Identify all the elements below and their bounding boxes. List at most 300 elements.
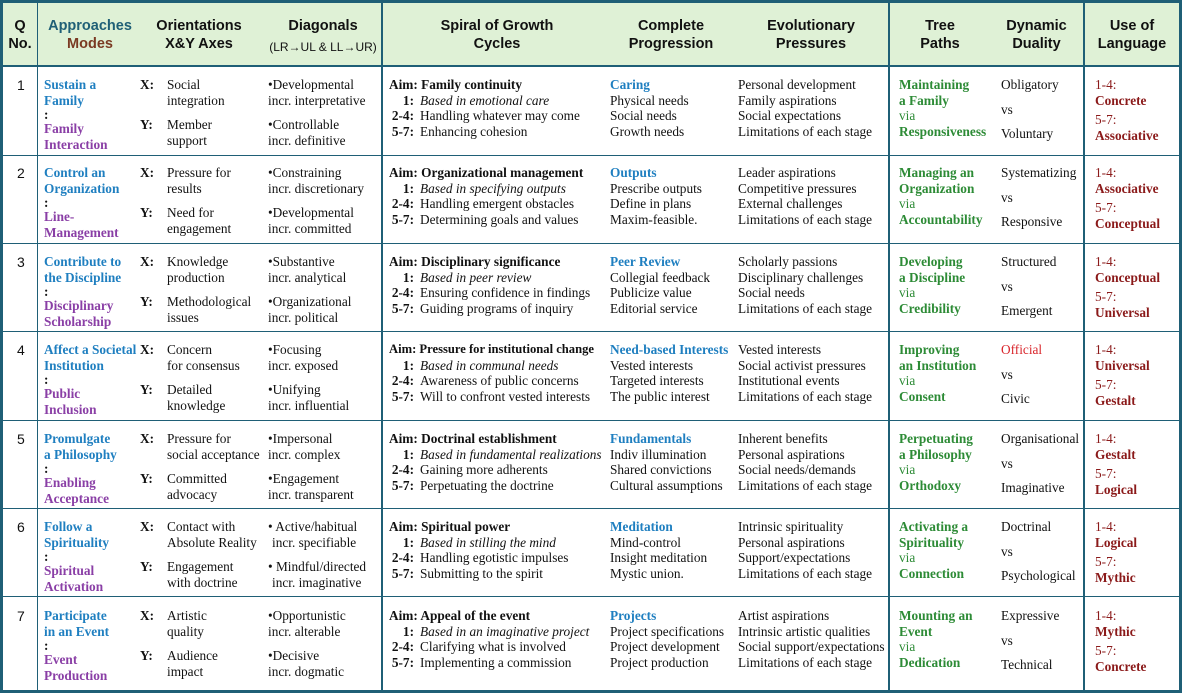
diag1-line1: •Developmental bbox=[268, 77, 354, 92]
header-approaches bbox=[37, 17, 143, 53]
header-spiral-line1: Spiral of Growth bbox=[440, 18, 554, 34]
language-cell bbox=[1095, 608, 1146, 674]
progression-title: Caring bbox=[610, 77, 650, 92]
spiral-cell bbox=[389, 342, 594, 404]
header-language-line2: Language bbox=[1097, 36, 1167, 52]
mode-line2: Management bbox=[44, 224, 119, 240]
y-line2: with doctrine bbox=[167, 574, 238, 590]
language-cell bbox=[1095, 342, 1150, 408]
mode-line2: Activation bbox=[44, 578, 104, 594]
x-line2: Absolute Reality bbox=[167, 534, 257, 550]
y-label: Y: bbox=[140, 117, 153, 132]
language-1-4: Universal bbox=[1095, 357, 1150, 373]
y-line2: advocacy bbox=[167, 486, 218, 502]
x-label: X: bbox=[140, 519, 155, 534]
approach-colon: : bbox=[44, 284, 49, 299]
pressure-item: Scholarly passions bbox=[738, 254, 838, 269]
progression-item: Mind-control bbox=[610, 534, 681, 550]
approach-line2: Family bbox=[44, 92, 84, 108]
progression-cell bbox=[610, 431, 723, 493]
orientation-x bbox=[140, 342, 240, 373]
progression-title: Fundamentals bbox=[610, 431, 692, 446]
language-1-4: Conceptual bbox=[1095, 269, 1161, 285]
orientation-x bbox=[140, 165, 231, 196]
header-tree bbox=[890, 17, 990, 53]
pressure-item: Leader aspirations bbox=[738, 165, 836, 180]
approach-line2: in an Event bbox=[44, 623, 110, 639]
mode-line1: Event bbox=[44, 652, 78, 667]
y-label: Y: bbox=[140, 294, 153, 309]
approach-line2: Institution bbox=[44, 357, 104, 373]
header-spiral-line2: Cycles bbox=[473, 36, 521, 52]
diag1-line2: incr. analytical bbox=[268, 269, 347, 285]
pressure-item: Limitations of each stage bbox=[738, 123, 873, 139]
language-range-1-4: 1-4: bbox=[1095, 519, 1117, 534]
x-label: X: bbox=[140, 77, 155, 92]
progression-title: Meditation bbox=[610, 519, 673, 534]
progression-cell bbox=[610, 77, 689, 139]
pressures-cell bbox=[738, 165, 872, 227]
tree-means: Dedication bbox=[899, 654, 961, 670]
orientation-y bbox=[140, 559, 238, 590]
stage-2-4-text: Clarifying what is involved bbox=[420, 639, 566, 654]
pressure-item: Vested interests bbox=[738, 342, 822, 357]
pressure-item: Family aspirations bbox=[738, 92, 837, 108]
language-cell bbox=[1095, 431, 1137, 497]
approach-line2: Spirituality bbox=[44, 534, 110, 550]
progression-item: Mystic union. bbox=[610, 565, 684, 581]
language-1-4: Logical bbox=[1095, 534, 1138, 550]
language-range-5-7: 5-7: bbox=[1095, 643, 1117, 658]
diagonal-1 bbox=[268, 431, 340, 462]
mode-line2: Production bbox=[44, 667, 108, 683]
mode-line1: Line- bbox=[44, 209, 75, 224]
progression-item: Physical needs bbox=[610, 92, 689, 108]
spiral-aim: Aim: Organizational management bbox=[389, 165, 584, 180]
stage-2-4-label: 2-4: bbox=[391, 550, 414, 565]
mode-line1: Family bbox=[44, 121, 84, 136]
duality-cell bbox=[1001, 77, 1059, 142]
pressure-item: Artist aspirations bbox=[738, 608, 830, 623]
language-range-1-4: 1-4: bbox=[1095, 431, 1117, 446]
diag1-line2: incr. interpretative bbox=[268, 92, 366, 108]
header-orientations-line1: Orientations bbox=[156, 18, 242, 34]
pressure-item: Social needs bbox=[738, 285, 805, 300]
progression-item: Project production bbox=[610, 654, 709, 670]
header-qno-line1: Q bbox=[14, 18, 26, 34]
language-1-4: Gestalt bbox=[1095, 446, 1136, 462]
duality-pole-1: Organisational bbox=[1001, 431, 1080, 446]
tree-path-cell bbox=[899, 342, 976, 404]
y-label: Y: bbox=[140, 471, 153, 486]
tree-line1: Perpetuating bbox=[899, 431, 973, 446]
y-label: Y: bbox=[140, 648, 153, 663]
tree-means: Orthodoxy bbox=[899, 477, 962, 493]
x-line1: Artistic bbox=[167, 608, 207, 623]
diag2-line1: •Organizational bbox=[268, 294, 352, 309]
progression-item: The public interest bbox=[610, 388, 710, 404]
approach-mode-cell bbox=[44, 608, 109, 683]
tree-path-cell bbox=[899, 608, 973, 670]
pressure-item: Social needs/demands bbox=[738, 462, 856, 477]
diagonal-1 bbox=[268, 77, 365, 108]
pressure-item: Support/expectations bbox=[738, 550, 851, 565]
stage-2-4-text: Handling whatever may come bbox=[420, 108, 580, 123]
tree-means: Connection bbox=[899, 565, 965, 581]
duality-cell bbox=[1001, 165, 1076, 230]
diag1-line1: • Active/habitual bbox=[268, 519, 358, 534]
stage-2-4-text: Handling egotistic impulses bbox=[420, 550, 569, 565]
approach-colon: : bbox=[44, 195, 49, 210]
duality-vs: vs bbox=[1001, 278, 1013, 294]
stage-1-label: 1: bbox=[402, 534, 414, 550]
progression-item: Growth needs bbox=[610, 123, 685, 139]
y-line1: Committed bbox=[167, 471, 227, 486]
diagonal-1 bbox=[268, 342, 338, 373]
language-range-1-4: 1-4: bbox=[1095, 77, 1117, 92]
tree-path-cell bbox=[899, 431, 973, 493]
progression-item: Editorial service bbox=[610, 300, 698, 316]
duality-pole-1: Structured bbox=[1001, 254, 1057, 269]
header-dynamic-line1: Dynamic bbox=[1006, 18, 1067, 34]
approach-line2: Organization bbox=[44, 180, 120, 196]
tree-line2: Spirituality bbox=[899, 534, 965, 550]
pressure-item: Institutional events bbox=[738, 373, 840, 388]
stage-5-7-label: 5-7: bbox=[391, 123, 414, 139]
stage-5-7-label: 5-7: bbox=[391, 477, 414, 493]
header-qno-line2: No. bbox=[8, 36, 32, 52]
progression-item: Social needs bbox=[610, 108, 677, 123]
x-line2: integration bbox=[167, 92, 225, 108]
header-modes-label: Modes bbox=[67, 36, 113, 52]
spiral-aim: Aim: Pressure for institutional change bbox=[389, 342, 594, 356]
approach-line1: Follow a bbox=[44, 519, 93, 534]
header-evolutionary-line2: Pressures bbox=[775, 36, 847, 52]
language-5-7: Associative bbox=[1095, 127, 1159, 143]
y-line2: impact bbox=[167, 663, 204, 679]
header-dynamic bbox=[990, 17, 1083, 53]
diagonal-2 bbox=[268, 471, 354, 502]
y-label: Y: bbox=[140, 559, 153, 574]
duality-cell bbox=[1001, 431, 1079, 496]
duality-vs: vs bbox=[1001, 366, 1013, 382]
row-number: 3 bbox=[17, 254, 25, 270]
approach-mode-cell bbox=[44, 431, 117, 506]
diag1-line2: incr. discretionary bbox=[268, 180, 364, 196]
approach-mode-cell bbox=[44, 342, 136, 417]
stage-1-label: 1: bbox=[402, 269, 414, 285]
duality-vs: vs bbox=[1001, 632, 1013, 648]
header-complete-line2: Progression bbox=[628, 36, 714, 52]
approach-colon: : bbox=[44, 638, 49, 653]
stage-2-4-label: 2-4: bbox=[391, 373, 414, 388]
stage-5-7-text: Will to confront vested interests bbox=[420, 388, 591, 404]
approach-mode-cell bbox=[44, 254, 121, 329]
stage-5-7-text: Enhancing cohesion bbox=[420, 123, 528, 139]
pressures-cell bbox=[738, 608, 885, 670]
stage-1-text: Based in specifying outputs bbox=[420, 180, 566, 196]
language-1-4: Concrete bbox=[1095, 92, 1147, 108]
mode-line1: Enabling bbox=[44, 475, 96, 490]
progression-cell bbox=[610, 165, 702, 227]
diag1-line2: incr. alterable bbox=[268, 623, 341, 639]
header-evolutionary bbox=[734, 17, 888, 53]
divider-h-row4 bbox=[3, 420, 1179, 421]
approach-line1: Control an bbox=[44, 165, 106, 180]
x-line1: Pressure for bbox=[167, 165, 231, 180]
pressure-item: Limitations of each stage bbox=[738, 211, 873, 227]
language-5-7: Concrete bbox=[1095, 658, 1147, 674]
language-range-5-7: 5-7: bbox=[1095, 377, 1117, 392]
language-range-5-7: 5-7: bbox=[1095, 554, 1117, 569]
approach-line1: Sustain a bbox=[44, 77, 97, 92]
divider-h-header bbox=[3, 65, 1179, 67]
language-5-7: Logical bbox=[1095, 481, 1138, 497]
orientation-y bbox=[140, 382, 225, 413]
approach-colon: : bbox=[44, 549, 49, 564]
diagonal-2 bbox=[268, 117, 346, 148]
spiral-aim: Aim: Appeal of the event bbox=[389, 608, 531, 623]
pressure-item: Competitive pressures bbox=[738, 180, 857, 196]
x-line2: quality bbox=[167, 623, 204, 639]
pressure-item: Social expectations bbox=[738, 108, 842, 123]
tree-via: via bbox=[899, 196, 916, 211]
diag2-line1: • Mindful/directed bbox=[268, 559, 367, 574]
duality-pole-2: Emergent bbox=[1001, 303, 1053, 318]
header-complete bbox=[608, 17, 734, 53]
orientation-x bbox=[140, 519, 257, 550]
duality-pole-1: Official bbox=[1001, 342, 1043, 357]
header-diagonals bbox=[265, 17, 381, 35]
duality-cell bbox=[1001, 519, 1076, 584]
tree-line2: a Discipline bbox=[899, 269, 966, 285]
orientation-y bbox=[140, 471, 227, 502]
stage-5-7-text: Submitting to the spirit bbox=[420, 565, 544, 581]
stage-2-4-text: Awareness of public concerns bbox=[420, 373, 579, 388]
stage-2-4-label: 2-4: bbox=[391, 462, 414, 477]
stage-5-7-label: 5-7: bbox=[391, 211, 414, 227]
language-5-7: Conceptual bbox=[1095, 215, 1161, 231]
header-complete-line1: Complete bbox=[637, 18, 705, 34]
language-cell bbox=[1095, 165, 1160, 231]
language-cell bbox=[1095, 519, 1137, 585]
stage-1-label: 1: bbox=[402, 623, 414, 639]
duality-cell bbox=[1001, 608, 1059, 673]
x-line2: results bbox=[167, 180, 202, 196]
progression-item: Vested interests bbox=[610, 357, 694, 373]
pressure-item: Inherent benefits bbox=[738, 431, 828, 446]
stage-1-text: Based in fundamental realizations bbox=[420, 446, 602, 462]
language-range-1-4: 1-4: bbox=[1095, 342, 1117, 357]
progression-item: Collegial feedback bbox=[610, 269, 711, 285]
header-dynamic-line2: Duality bbox=[1012, 36, 1061, 52]
row-number: 1 bbox=[17, 77, 25, 93]
spiral-cell bbox=[389, 165, 583, 227]
diag2-line2: incr. political bbox=[268, 309, 339, 325]
pressure-item: Limitations of each stage bbox=[738, 388, 873, 404]
stage-2-4-label: 2-4: bbox=[391, 196, 414, 211]
stage-1-label: 1: bbox=[402, 357, 414, 373]
tree-path-cell bbox=[899, 77, 986, 139]
y-line1: Need for bbox=[167, 205, 214, 220]
y-line1: Audience bbox=[167, 648, 218, 663]
tree-means: Accountability bbox=[899, 211, 983, 227]
y-line2: support bbox=[167, 132, 207, 148]
tree-via: via bbox=[899, 108, 916, 123]
mode-line1: Public bbox=[44, 386, 81, 401]
stage-2-4-text: Gaining more adherents bbox=[420, 462, 548, 477]
x-line1: Concern bbox=[167, 342, 213, 357]
x-label: X: bbox=[140, 254, 155, 269]
divider-v-qno bbox=[37, 3, 38, 690]
spiral-aim: Aim: Doctrinal establishment bbox=[389, 431, 557, 446]
duality-vs: vs bbox=[1001, 101, 1013, 117]
header-qno bbox=[3, 17, 37, 53]
pressures-cell bbox=[738, 254, 872, 316]
orientation-y bbox=[140, 117, 212, 148]
diag1-line1: •Constraining bbox=[268, 165, 342, 180]
tree-means: Consent bbox=[899, 388, 946, 404]
y-label: Y: bbox=[140, 382, 153, 397]
header-approaches-label: Approaches bbox=[48, 18, 132, 34]
diagonal-2 bbox=[268, 294, 351, 325]
progression-title: Need-based Interests bbox=[610, 342, 729, 357]
pressure-item: Limitations of each stage bbox=[738, 654, 873, 670]
stage-1-label: 1: bbox=[402, 92, 414, 108]
tree-via: via bbox=[899, 462, 916, 477]
divider-h-row3 bbox=[3, 331, 1179, 332]
progression-item: Publicize value bbox=[610, 285, 692, 300]
diag2-line1: •Unifying bbox=[268, 382, 321, 397]
tree-line2: a Philosophy bbox=[899, 446, 972, 462]
pressure-item: Limitations of each stage bbox=[738, 477, 873, 493]
x-line2: social acceptance bbox=[167, 446, 260, 462]
progression-title: Projects bbox=[610, 608, 657, 623]
language-cell bbox=[1095, 254, 1160, 320]
duality-pole-2: Civic bbox=[1001, 391, 1030, 406]
tree-line1: Mounting an bbox=[899, 608, 973, 623]
tree-via: via bbox=[899, 550, 916, 565]
approach-line1: Promulgate bbox=[44, 431, 111, 446]
header-orientations bbox=[141, 17, 257, 53]
stage-5-7-text: Determining goals and values bbox=[420, 211, 579, 227]
stage-2-4-text: Ensuring confidence in findings bbox=[420, 285, 591, 300]
progression-cell bbox=[610, 254, 710, 316]
stage-1-label: 1: bbox=[402, 180, 414, 196]
diag1-line1: •Impersonal bbox=[268, 431, 333, 446]
language-range-1-4: 1-4: bbox=[1095, 165, 1117, 180]
diagonal-1 bbox=[268, 254, 346, 285]
x-line1: Social bbox=[167, 77, 201, 92]
duality-pole-2: Technical bbox=[1001, 657, 1053, 672]
y-label: Y: bbox=[140, 205, 153, 220]
tree-line1: Improving bbox=[899, 342, 960, 357]
spiral-aim: Aim: Disciplinary significance bbox=[389, 254, 561, 269]
progression-item: Prescribe outputs bbox=[610, 180, 702, 196]
language-1-4: Associative bbox=[1095, 180, 1159, 196]
progression-cell bbox=[610, 608, 724, 670]
stage-2-4-text: Handling emergent obstacles bbox=[420, 196, 575, 211]
approach-line1: Participate bbox=[44, 608, 107, 623]
row-number: 5 bbox=[17, 431, 25, 447]
spiral-cell bbox=[389, 77, 580, 139]
duality-vs: vs bbox=[1001, 455, 1013, 471]
progression-item: Define in plans bbox=[610, 196, 692, 211]
row-number: 6 bbox=[17, 519, 25, 535]
progression-item: Project specifications bbox=[610, 623, 725, 639]
progression-item: Targeted interests bbox=[610, 373, 704, 388]
stage-5-7-label: 5-7: bbox=[391, 654, 414, 670]
header-orientations-line2: X&Y Axes bbox=[165, 36, 233, 52]
tree-line1: Maintaining bbox=[899, 77, 970, 92]
row-number: 7 bbox=[17, 608, 25, 624]
diag2-line2: incr. definitive bbox=[268, 132, 346, 148]
divider-h-row1 bbox=[3, 155, 1179, 156]
approach-mode-cell bbox=[44, 77, 108, 152]
pressure-item: Intrinsic artistic qualities bbox=[738, 623, 871, 639]
row-number: 2 bbox=[17, 165, 25, 181]
language-range-1-4: 1-4: bbox=[1095, 254, 1117, 269]
language-range-5-7: 5-7: bbox=[1095, 289, 1117, 304]
x-line1: Pressure for bbox=[167, 431, 231, 446]
language-cell bbox=[1095, 77, 1159, 143]
tree-line2: a Family bbox=[899, 92, 949, 108]
duality-cell bbox=[1001, 342, 1042, 407]
tree-path-cell bbox=[899, 519, 968, 581]
pressure-item: Limitations of each stage bbox=[738, 300, 873, 316]
mode-line2: Interaction bbox=[44, 136, 108, 152]
duality-pole-2: Voluntary bbox=[1001, 126, 1054, 141]
diagonal-2 bbox=[268, 382, 349, 413]
x-line1: Contact with bbox=[167, 519, 236, 534]
progression-item: Shared convictions bbox=[610, 462, 712, 477]
y-line1: Member bbox=[167, 117, 213, 132]
diagonal-2 bbox=[268, 205, 354, 236]
pressure-item: Disciplinary challenges bbox=[738, 269, 864, 285]
pressure-item: Personal aspirations bbox=[738, 534, 845, 550]
header-language bbox=[1085, 17, 1179, 53]
diag2-line2: incr. committed bbox=[268, 220, 352, 236]
progression-item: Cultural assumptions bbox=[610, 477, 723, 493]
x-line1: Knowledge bbox=[167, 254, 229, 269]
language-range-5-7: 5-7: bbox=[1095, 200, 1117, 215]
mode-line2: Scholarship bbox=[44, 313, 112, 329]
divider-v-group2 bbox=[888, 3, 890, 690]
stage-2-4-label: 2-4: bbox=[391, 108, 414, 123]
duality-pole-1: Obligatory bbox=[1001, 77, 1059, 92]
stage-5-7-label: 5-7: bbox=[391, 388, 414, 404]
language-5-7: Mythic bbox=[1095, 569, 1136, 585]
stage-2-4-label: 2-4: bbox=[391, 285, 414, 300]
diag2-line1: •Developmental bbox=[268, 205, 354, 220]
orientation-x bbox=[140, 431, 260, 462]
header-evolutionary-line1: Evolutionary bbox=[767, 18, 855, 34]
progression-item: Insight meditation bbox=[610, 550, 708, 565]
stage-1-text: Based in emotional care bbox=[420, 92, 550, 108]
header-tree-line1: Tree bbox=[925, 18, 955, 34]
stage-1-label: 1: bbox=[402, 446, 414, 462]
tree-line1: Activating a bbox=[899, 519, 969, 534]
diagonal-1 bbox=[268, 165, 364, 196]
language-range-5-7: 5-7: bbox=[1095, 466, 1117, 481]
y-line2: knowledge bbox=[167, 397, 226, 413]
approach-colon: : bbox=[44, 372, 49, 387]
divider-h-row6 bbox=[3, 596, 1179, 597]
spiral-cell bbox=[389, 254, 590, 316]
x-line2: for consensus bbox=[167, 357, 240, 373]
duality-vs: vs bbox=[1001, 543, 1013, 559]
stage-1-text: Based in communal needs bbox=[420, 357, 559, 373]
